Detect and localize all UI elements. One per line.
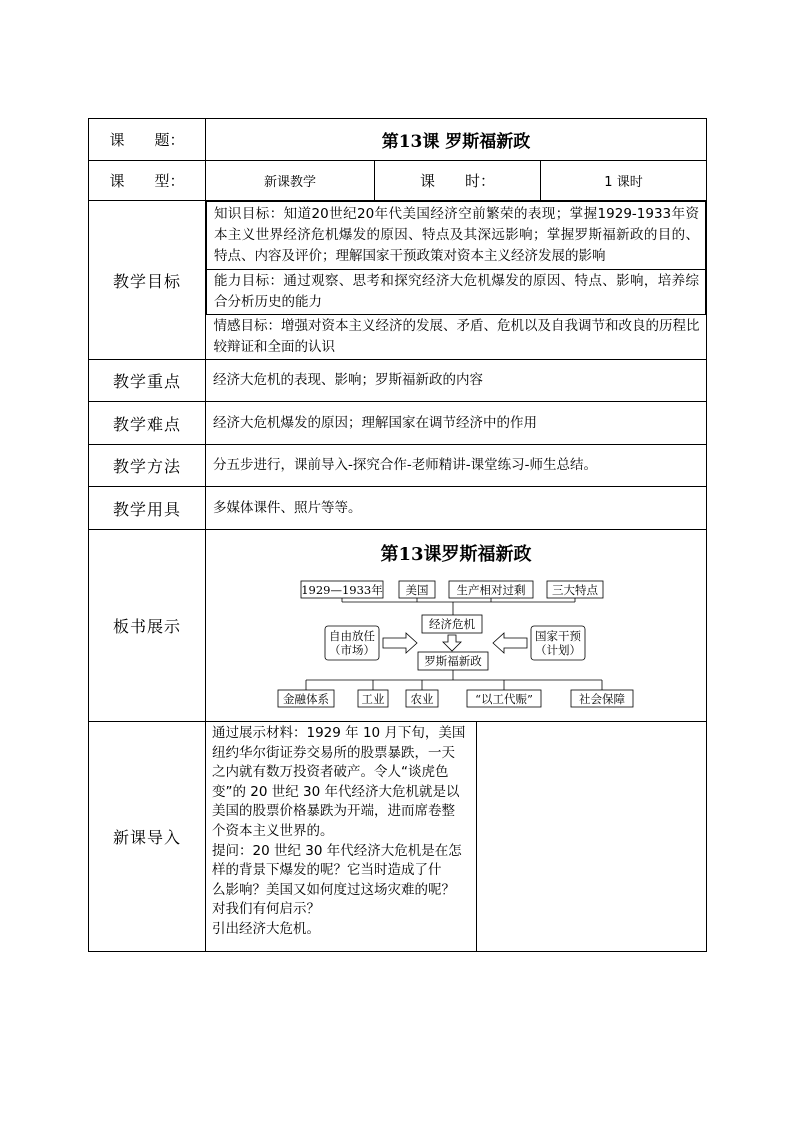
- board-label: 板书展示: [89, 530, 206, 722]
- intro-label: 新课导入: [89, 722, 206, 952]
- intro-line: 美国的股票价格暴跌为开端，进而席卷整: [212, 803, 455, 820]
- objectives-label: 教学目标: [89, 201, 206, 360]
- label-social-security: 社会保障: [579, 692, 625, 706]
- label-industry: 工业: [361, 692, 385, 706]
- topic-row: [89, 119, 707, 161]
- methods-label: 教学方法: [89, 445, 206, 487]
- key-points-label: 教学重点: [89, 360, 206, 402]
- tools-label: 教学用具: [89, 487, 206, 530]
- label-three-features: 三大特点: [552, 583, 598, 597]
- intro-line: 样的背景下爆发的呢？它当时造成了什: [212, 862, 442, 879]
- label-years: 1929—1933年: [301, 583, 383, 597]
- emotion-objective: 情感目标：增强对资本主义经济的发展、矛盾、危机以及自我调节和改良的历程比较辩证和全面的认识: [213, 318, 700, 355]
- right-arrow: [383, 633, 417, 653]
- topic-label: 课 题：: [89, 119, 206, 161]
- key-points-value: 经济大危机的表现、影响；罗斯福新政的内容: [206, 360, 707, 402]
- intro-line: 通过展示材料：1929 年 10 月下旬，美国: [212, 725, 466, 741]
- hours-value: 1 课时: [541, 161, 707, 201]
- difficulties-value: 经济大危机爆发的原因；理解国家在调节经济中的作用: [206, 402, 707, 445]
- hours-label: 课 时：: [375, 161, 541, 201]
- intro-line: 么影响？美国又如何度过这场灾难的呢？: [212, 881, 455, 898]
- intro-line: 之内就有数万投资者破产。令人“谈虎色: [212, 764, 449, 781]
- intro-line: 纽约华尔街证券交易所的股票暴跌，一天: [212, 744, 455, 761]
- topic-value: 第13课 罗斯福新政: [206, 119, 707, 161]
- label-overproduction: 生产相对过剩: [456, 583, 526, 597]
- intro-line: 对我们有何启示？: [212, 901, 320, 918]
- board-diagram-cell: [206, 530, 707, 722]
- lesson-plan-table: [88, 118, 707, 952]
- knowledge-objective: 知识目标：知道20世纪20年代美国经济空前繁荣的表现；掌握1929-1933年资本主义世界经济危机爆发的原因、特点及其深远影响；掌握罗斯福新政的目的、特点、内容及评价；理解国家干预政策对资本主义经济发展的影响: [207, 202, 706, 270]
- down-arrow: [443, 635, 461, 651]
- type-row: [89, 161, 707, 201]
- label-usa: 美国: [405, 583, 429, 597]
- intro-text: [206, 722, 477, 952]
- label-new-deal: 罗斯福新政: [424, 654, 482, 668]
- label-agriculture: 农业: [410, 692, 434, 706]
- difficulties-row: [89, 402, 707, 445]
- intro-line: 提问：20 世纪 30 年代经济大危机是在怎: [212, 842, 462, 859]
- label-plan: （计划）: [535, 643, 581, 657]
- methods-row: [89, 445, 707, 487]
- objectives-cell: [206, 201, 707, 360]
- board-diagram: [206, 530, 706, 717]
- label-crisis: 经济危机: [429, 617, 475, 631]
- board-row: [89, 530, 707, 722]
- type-value: 新课教学: [206, 161, 375, 201]
- objectives-row: [89, 201, 707, 360]
- intro-line: 变”的 20 世纪 30 年代经济大危机就是以: [212, 783, 460, 800]
- label-state-intervention: 国家干预: [535, 629, 581, 643]
- methods-value: 分五步进行，课前导入-探究合作-老师精讲-课堂练习-师生总结。: [206, 445, 707, 487]
- difficulties-label: 教学难点: [89, 402, 206, 445]
- type-label: 课 型：: [89, 161, 206, 201]
- tools-value: 多媒体课件、照片等等。: [206, 487, 707, 530]
- intro-row: [89, 722, 707, 952]
- label-laissez-faire: 自由放任: [329, 629, 375, 643]
- label-work-relief: “以工代赈”: [475, 692, 533, 706]
- intro-notes-cell: [477, 722, 707, 952]
- left-arrow: [493, 633, 527, 653]
- key-points-row: [89, 360, 707, 402]
- intro-line: 个资本主义世界的。: [212, 822, 334, 839]
- board-title: 第13课罗斯福新政: [380, 544, 532, 565]
- ability-objective: 能力目标：通过观察、思考和探究经济大危机爆发的原因、特点、影响，培养综合分析历史的能力: [207, 270, 706, 315]
- label-market: （市场）: [329, 643, 375, 657]
- intro-line: 引出经济大危机。: [212, 920, 320, 937]
- tools-row: [89, 487, 707, 530]
- label-finance: 金融体系: [283, 692, 329, 706]
